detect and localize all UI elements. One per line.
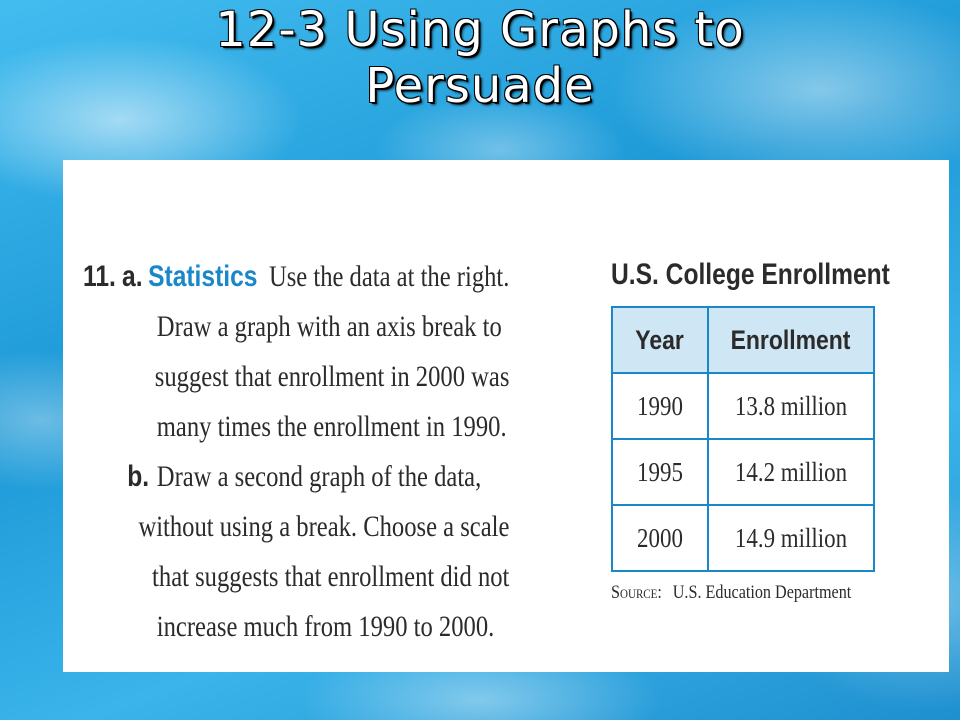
part-b-line-2: without using a break. Choose a scale (138, 510, 510, 543)
part-a-line-3: suggest that enrollment in 2000 was (154, 360, 510, 393)
source-label: Source: (611, 582, 662, 603)
table-title: U.S. College Enrollment (611, 258, 890, 291)
topic-label: Statistics (148, 260, 258, 293)
cell-year: 1990 (612, 373, 708, 439)
exercise-line (83, 502, 509, 552)
table-header-row (612, 307, 874, 373)
cell-enrollment: 13.8 million (708, 373, 874, 439)
part-a-label: a. (122, 260, 143, 293)
part-b-line-3: that suggests that enrollment did not (152, 560, 510, 593)
enrollment-table (611, 306, 875, 572)
exercise-line (83, 602, 509, 652)
exercise-line (83, 452, 509, 502)
exercise-line (83, 352, 509, 402)
exercise-11 (83, 252, 509, 652)
table-row (612, 505, 874, 571)
table-row (612, 439, 874, 505)
exercise-number: 11. (83, 260, 116, 293)
cell-year: 1995 (612, 439, 708, 505)
part-b-label: b. (127, 460, 150, 493)
slide-title-line-1: 12-3 Using Graphs to (215, 2, 745, 58)
part-a-line-2: Draw a graph with an axis break to (156, 310, 502, 343)
exercise-line (83, 252, 509, 302)
cell-year: 2000 (612, 505, 708, 571)
exercise-line (83, 402, 509, 452)
exercise-line (83, 552, 509, 602)
table-source (611, 582, 852, 604)
table-row (612, 373, 874, 439)
cell-enrollment: 14.2 million (708, 439, 874, 505)
part-a-line-1: Use the data at the right. (268, 260, 510, 293)
part-a-line-4: many times the enrollment in 1990. (156, 410, 507, 443)
source-text: U.S. Education Department (672, 582, 852, 603)
cell-enrollment: 14.9 million (708, 505, 874, 571)
exercise-line (83, 302, 509, 352)
header-year: Year (612, 307, 708, 373)
part-b-line-1: Draw a second graph of the data, (156, 460, 482, 493)
header-enrollment: Enrollment (708, 307, 874, 373)
textbook-excerpt (63, 160, 949, 672)
enrollment-table-block (611, 258, 890, 604)
slide-title (0, 2, 960, 114)
slide-title-line-2: Persuade (365, 58, 595, 114)
part-b-line-4: increase much from 1990 to 2000. (156, 610, 495, 643)
